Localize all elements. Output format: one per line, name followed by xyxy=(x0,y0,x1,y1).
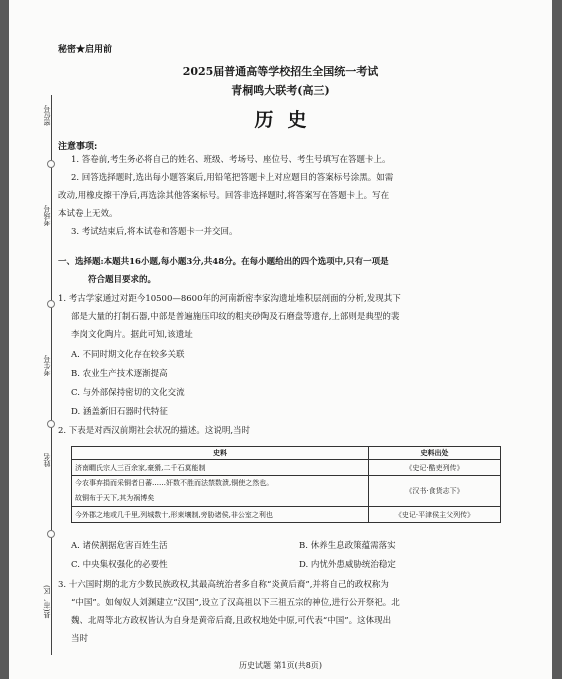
binding-hole xyxy=(47,420,55,428)
table-cell-line: 今农事弃捐而采铜者日蕃……奸数不胜而法禁数溃,铜使之然也。 xyxy=(75,479,274,487)
q1-option-d: D. 涵盖新旧石器时代特征 xyxy=(71,407,168,417)
margin-label-room: 考场号 xyxy=(43,205,51,226)
table-header-cell: 史料出处 xyxy=(369,447,501,460)
binding-hole xyxy=(47,530,55,538)
q2-option-b: B. 休养生息政策蕴需落实 xyxy=(299,541,396,551)
q3-stem: 3. 十六国时期的北方少数民族政权,其最高统治者多自称“炎黄后裔”,并将自己的政权称为 xyxy=(58,580,389,590)
confidential-mark: 秘密★启用前 xyxy=(58,45,113,55)
q3-stem: 当时 xyxy=(71,634,89,644)
exam-subtitle: 青桐鸣大联考(高三) xyxy=(231,84,330,97)
q2-option-c: C. 中央集权强化的必要性 xyxy=(71,560,168,570)
table-cell-source: 《汉书·食货志下》 xyxy=(369,476,501,507)
binding-hole xyxy=(47,300,55,308)
table-cell-source: 《史记·平津侯主父列传》 xyxy=(369,507,501,523)
section-heading-cont: 符合题目要求的。 xyxy=(88,275,157,285)
notice-item: 改动,用橡皮擦干净后,再选涂其他答案标号。回答非选择题时,将答案写在答题卡上。写在 xyxy=(58,191,390,201)
table-header-row xyxy=(72,447,501,460)
q1-option-a: A. 不同时期文化存在较多关联 xyxy=(71,350,185,360)
margin-label-seat: 密位号 xyxy=(43,105,51,126)
q1-stem: 李岗文化陶片。据此可知,该遗址 xyxy=(71,330,193,340)
table-cell-line: 故铜布于天下,其为祸博矣 xyxy=(75,494,155,502)
table-row xyxy=(72,507,501,523)
q3-stem: 魏、北周等北方政权皆认为自身是黄帝后裔,且政权地处中原,可代表“中国”。这体现出 xyxy=(71,616,392,626)
q1-stem: 部是大量的打制石器,中部是普遍施压印纹的粗夹砂陶及石磨盘等遗存,上部则是典型的裴 xyxy=(71,312,400,322)
table-cell xyxy=(72,476,369,507)
section-heading: 一、选择题:本题共16小题,每小题3分,共48分。在每小题给出的四个选项中,只有一项是 xyxy=(58,257,389,267)
table-header-cell: 史料 xyxy=(72,447,369,460)
notice-item: 3. 考试结束后,将本试卷和答题卡一并交回。 xyxy=(71,227,238,237)
table-cell: 今外郡之地或几千里,列城数十,形束壤制,旁胁诸侯,非公室之利也 xyxy=(72,507,369,523)
subject-title: 历史 xyxy=(254,109,321,131)
q2-stem: 2. 下表是对西汉前期社会状况的描述。这说明,当时 xyxy=(58,426,251,436)
notice-item: 本试卷上无效。 xyxy=(58,209,118,219)
margin-label-name: 姓名 xyxy=(43,453,51,467)
page-footer: 历史试题 第1页(共8页) xyxy=(239,661,322,670)
table-cell-source: 《史记·酷吏列传》 xyxy=(369,460,501,476)
exam-page xyxy=(9,0,552,679)
q2-option-d: D. 内忧外患威胁统治稳定 xyxy=(299,560,396,570)
q3-stem: “中国”。如匈奴人刘渊建立“汉国”,设立了汉高祖以下三祖五宗的神位,进行公开祭祀。北 xyxy=(71,598,400,608)
table-row xyxy=(72,476,501,507)
exam-title: 2025届普通高等学校招生全国统一考试 xyxy=(182,65,379,78)
q1-stem: 1. 考古学家通过对距今10500—8600年的河南新密李家沟遗址堆积层剖面的分析,发现其下 xyxy=(58,294,401,304)
q2-option-a: A. 诸侯割据危害百姓生活 xyxy=(71,541,168,551)
notice-heading: 注意事项: xyxy=(58,142,98,152)
table-row xyxy=(72,460,501,476)
q1-option-b: B. 农业生产技术逐渐提高 xyxy=(71,369,168,379)
binding-hole xyxy=(47,160,55,168)
margin-label-county: 县(市、区) xyxy=(43,585,51,619)
notice-item: 1. 答卷前,考生务必将自己的姓名、班级、考场号、座位号、考生号填写在答题卡上。 xyxy=(71,155,391,165)
q1-option-c: C. 与外部保持密切的文化交流 xyxy=(71,388,185,398)
margin-label-examinee: 考生号 xyxy=(43,355,51,376)
table-cell: 济南瞯氏宗人三百余家,豪猾,二千石莫能制 xyxy=(72,460,369,476)
notice-item: 2. 回答选择题时,选出每小题答案后,用铅笔把答题卡上对应题目的答案标号涂黑。如需 xyxy=(71,173,394,183)
q2-table xyxy=(71,446,501,523)
